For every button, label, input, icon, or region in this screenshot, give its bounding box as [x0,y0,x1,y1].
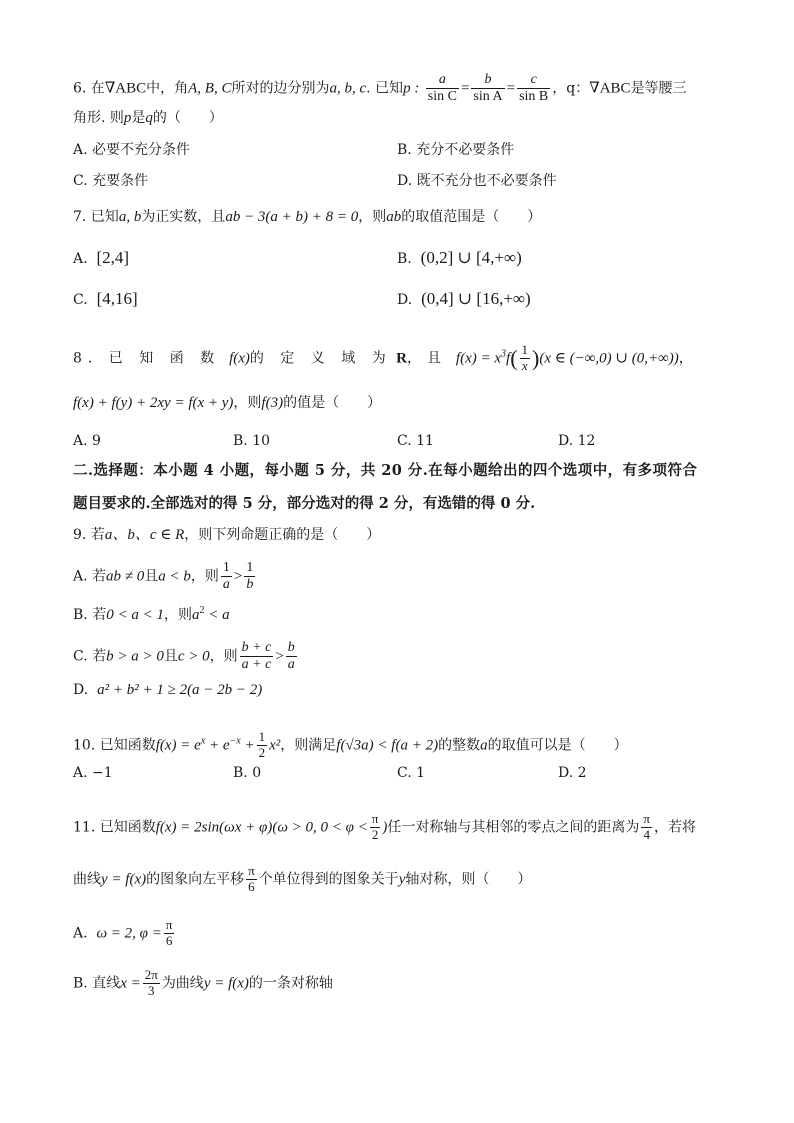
q8-option-c: C. 11 [397,433,434,449]
q11-stem-line2: 曲线y = f(x)的图象向左平移 $\frac{\pi}{6}$ 个单位得到的图象关于y轴对称，则（ ） [73,863,532,894]
q9-stem: 9. 若a、b、c ∈ R，则下列命题正确的是（ ） [73,527,381,543]
q6-triangle: ∇ABC [104,80,147,97]
q6-angles: A, B, C [188,80,232,97]
q6-option-c: C. 充要条件 [73,173,149,189]
q7-option-b: B. (0,2] ∪ [4,+∞) [397,248,522,267]
q11-fraction: $\frac{\pi}{4}$ [643,811,650,842]
q6-text: 6. 在 [73,80,105,97]
q7-option-d: D. (0,4] ∪ [16,+∞) [397,289,531,308]
q6-text: 中，角 [146,80,189,97]
q9-option-c: C. 若b > a > 0且c > 0，则 $\frac{b + c}{a + c}$ > $\frac{b}{a}$ [73,640,295,673]
q10-stem: 10. 已知函数$f(x) = e^x + e^{-x}$ + $\frac{1}{2}$ x²，则满足f(√3a) < f(a + 2)的整数a的取值可以是（ ） [73,729,628,760]
q6-fraction-c: $\frac{c}{\text{sin B}}$ [519,72,549,105]
q8-functional-equation: f(x) + f(y) + 2xy = f(x + y) [73,395,234,411]
q9-fraction: $\frac{b}{a}$ [287,640,295,673]
q10-inequality: f(√3a) < f(a + 2) [336,737,439,754]
q6-fraction-a: $\frac{a}{\text{sin C}}$ [427,72,457,105]
q11-fraction: $\frac{\pi}{6}$ [165,917,173,948]
q6-text: 所对的边分别为 [231,80,330,97]
q10-option-d: D. 2 [558,765,587,781]
q11-option-a: A. ω = 2, φ = $\frac{\pi}{6}$ [73,917,173,948]
q9-fraction: $\frac{b + c}{a + c}$ [241,640,272,673]
q8-option-a: A. 9 [73,433,101,449]
q6-option-b: B. 充分不必要条件 [397,142,515,158]
q11-option-b: B. 直线x = $\frac{2\pi}{3}$ 为曲线y = f(x)的一条对称轴 [73,967,333,998]
q10-fraction-half: $\frac{1}{2}$ [258,729,266,760]
q6-stem-line2: 角形. 则p是q的（ ） [73,110,223,126]
q6-p-label: p : [403,80,420,97]
q9-option-d: D. a² + b² + 1 ≥ 2(a − 2b − 2) [73,682,263,698]
q8-stem-line2: f(x) + f(y) + 2xy = f(x + y)，则f(3)的值是（ ） [73,395,382,411]
q8-option-b: B. 10 [233,433,271,449]
q7-option-c: C. [4,16] [73,289,138,308]
q6-text: . 已知 [366,80,404,97]
q10-option-c: C. 1 [397,765,426,781]
q8-option-d: D. 12 [558,433,596,449]
q7-option-a: A. [2,4] [73,248,130,267]
q8-stem-line1: 8. 已 知 函 数 f(x)的 定 义 域 为 R，且 $f(x) = x^3f$( $\frac{1}{x}$ )(x ∈ (−∞,0) ∪ (0,+∞))， [73,342,693,373]
q9-fraction: $\frac{1}{a}$ [222,560,230,593]
q6-triangle: ∇ABC [589,80,631,97]
q6-option-d: D. 既不充分也不必要条件 [397,173,557,189]
q11-stem-line1: 11. 已知函数f(x) = 2sin(ωx + φ)(ω > 0, 0 < φ < $\frac{\pi}{2}$ )任一对称轴与其相邻的零点之间的距离为 $\frac{\pi}{4}$ ，若将 [73,811,696,842]
q9-inequality: a² + b² + 1 ≥ 2(a − 2b − 2) [97,682,263,698]
q11-fraction: $\frac{\pi}{2}$ [371,811,379,842]
q9-option-a: A. 若ab ≠ 0且a < b，则 $\frac{1}{a}$ > $\frac{1}{b}$ [73,560,254,593]
q10-option-b: B. 0 [233,765,262,781]
q9-option-b: B. 若0 < a < 1，则$a^2 < a$ [73,605,230,623]
q6-option-a: A. 必要不充分条件 [73,142,191,158]
q6-stem-line1: 6. 在∇ABC中，角A, B, C所对的边分别为a, b, c. 已知p : $\frac{a}{\text{sin C}}$ = $\frac{b}{\text{sin A}}$ = $\frac{c}{\text{sin B}}$ ，q：∇ABC是等腰三 [73,72,687,105]
q6-text: 是等腰三 [630,80,687,97]
q6-fraction-b: $\frac{b}{\text{sin A}}$ [473,72,503,105]
q6-q-label: ，q： [552,80,590,97]
q10-option-a: A. −1 [73,765,113,781]
q9-fraction: $\frac{1}{b}$ [246,560,254,593]
section-heading-line1: 二.选择题：本小题 4 小题，每小题 5 分，共 20 分.在每小题给出的四个选项中，有多项符合 [73,462,698,479]
q11-fraction: $\frac{2\pi}{3}$ [144,967,158,998]
q7-stem: 7. 已知a, b为正实数，且ab − 3(a + b) + 8 = 0，则ab的取值范围是（ ） [73,209,542,225]
q8-fraction-1-over-x: $\frac{1}{x}$ [521,342,529,373]
q11-fraction: $\frac{\pi}{6}$ [248,863,255,894]
q6-sides: a, b, c [329,80,367,97]
section-heading-line2: 题目要求的.全部选对的得 5 分，部分选对的得 2 分，有选错的得 0 分. [73,495,536,512]
q7-equation: ab − 3(a + b) + 8 = 0 [225,209,359,225]
q8-domain: (x ∈ (−∞,0) ∪ (0,+∞)) [539,350,679,367]
